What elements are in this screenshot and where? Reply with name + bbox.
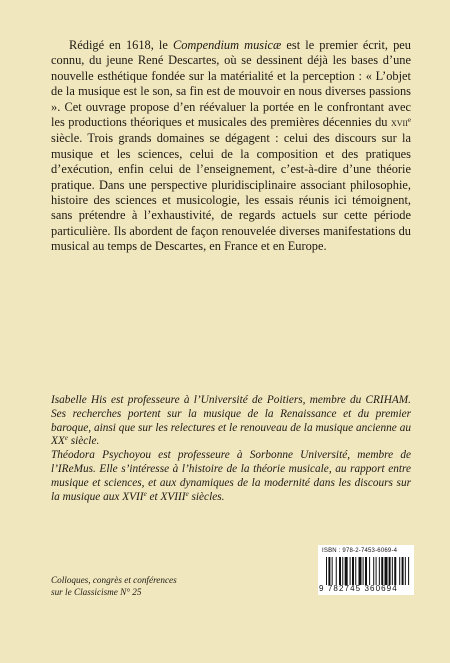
- summary-paragraph: [51, 38, 411, 255]
- bio-isabelle-his: [51, 394, 411, 449]
- bio-psy-end: siècles.: [188, 490, 225, 503]
- isbn-label: ISBN : 978-2-7453-6069-4: [322, 548, 398, 554]
- bio-his-end: siècle.: [67, 435, 100, 448]
- summary-text-2: est le premier écrit, peu connu, du jeune René Descartes, où se dessinent déjà les bases d’une nouvelle esthétique fondée sur la matérialité et la perception : « L’objet de la musique est le son, sa fin est de mouvoir en nous diverses passions ». Cet ouvrage propose d’en réévaluer la portée en le confrontant avec les productions théoriques et musicales des premières décennies du: [51, 38, 411, 130]
- series-line-1: Colloques, congrès et conférences: [51, 575, 177, 585]
- bio-his-sup: e: [64, 434, 68, 443]
- ean-digits: 9 782745 360694: [319, 584, 398, 593]
- book-summary: [51, 38, 411, 255]
- bio-psy-mid: et: [146, 490, 161, 503]
- barcode-bars: [326, 557, 410, 585]
- bio-theodora-psychoyou: [51, 449, 411, 504]
- bio-psy-century-1: XVII: [122, 490, 144, 503]
- author-bios: [51, 394, 411, 504]
- bio-psy-century-2: XVIII: [160, 490, 186, 503]
- barcode: [318, 545, 414, 595]
- series-info: [51, 574, 251, 598]
- summary-text-1: Rédigé en 1618, le: [69, 38, 173, 52]
- work-title: Compendium musicæ: [172, 38, 282, 52]
- bio-psy-sup-2: e: [185, 489, 189, 498]
- bio-his-century: XX: [51, 435, 65, 448]
- century-numeral: xvii: [391, 117, 408, 130]
- summary-text-3: siècle. Trois grands domaines se dégagent : celui des discours sur la musique et les sciences, celui de la composition et des pratiques d’exécution, enfin celui de l’enseignement, c’est-à-dire d’une théorie pratique. Dans une perspective pluridisciplinaire associant philosophie, histoire des sciences et musicologie, les essais réunis ici témoignent, sans prétendre à l’exhaustivité, de regards actuels sur cette période particulière. Ils abordent de façon renouvelée diverses manifestations du musical au temps de Descartes, en France et en Europe.: [51, 131, 411, 254]
- bio-his-text: Isabelle His est professeure à l’Université de Poitiers, membre du CRIHAM. Ses recherches portent sur la musique de la Renaissance et du premier baroque, ainsi que sur les relectures et le renouveau de la musique ancienne au: [51, 394, 411, 434]
- bio-psy-sup-1: e: [143, 489, 147, 498]
- series-line-2: sur le Classicisme N° 25: [51, 587, 142, 597]
- century-suffix: e: [407, 116, 411, 125]
- bio-psy-text: Théodora Psychoyou est professeure à Sorbonne Université, membre de l’IReMus. Elle s’intéresse à l’histoire de la théorie musicale, au rapport entre musique et sciences, et aux dynamiques de la modernité dans les discours sur la musique aux: [51, 449, 411, 503]
